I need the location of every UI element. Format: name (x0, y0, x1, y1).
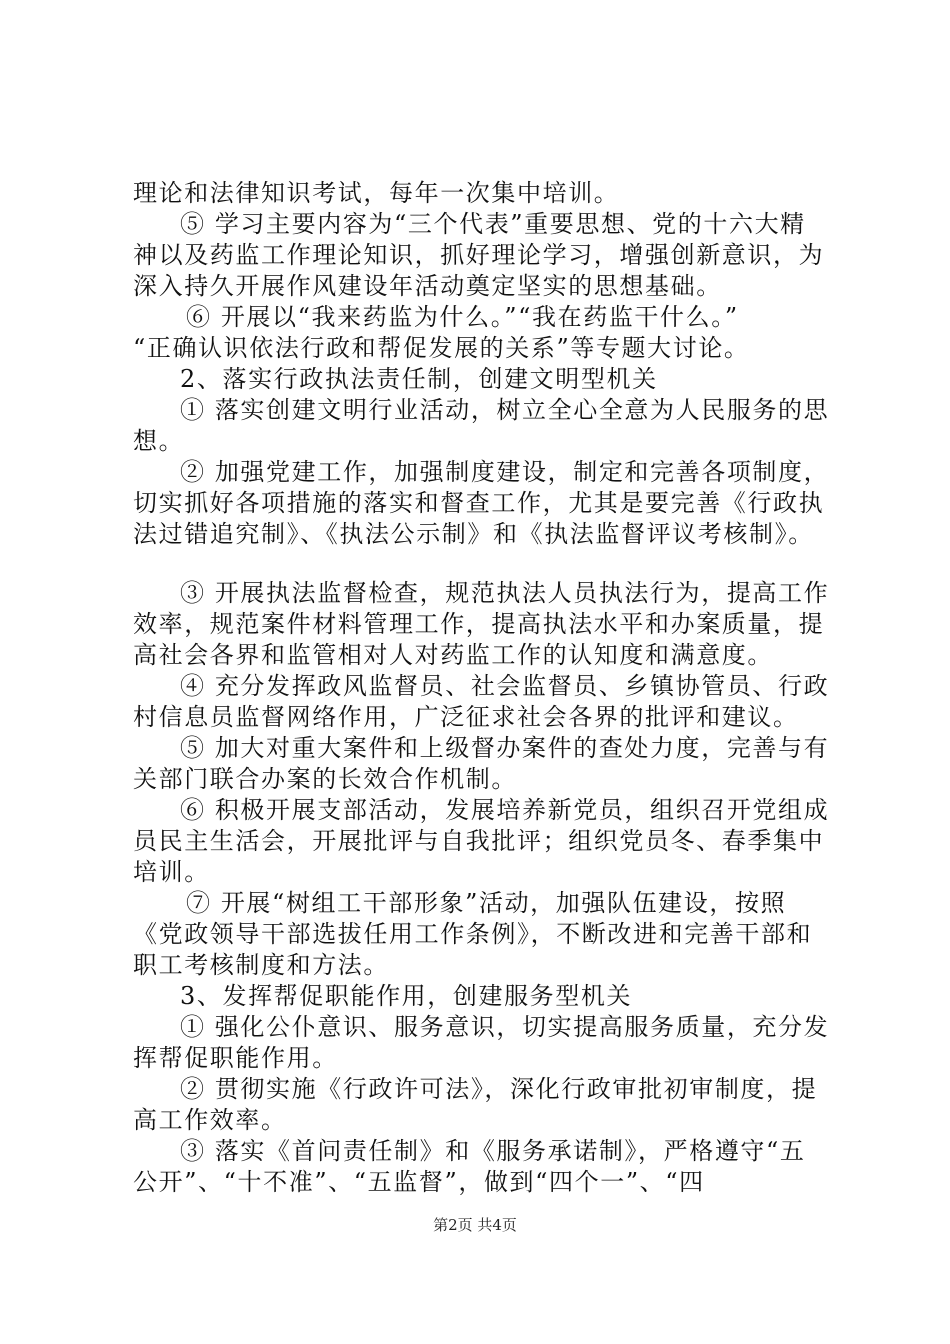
text-line: 培训。 (133, 858, 210, 886)
section-heading: 3、发挥帮促职能作用，创建服务型机关 (180, 982, 633, 1010)
text-line: 挥帮促职能作用。 (133, 1044, 338, 1072)
text-line: 理论和法律知识考试，每年一次集中培训。 (133, 179, 620, 207)
text-line: ④ 充分发挥政风监督员、社会监督员、乡镇协管员、行政 (180, 672, 830, 700)
text-line: 公开”、“十不准”、“五监督”，做到“四个一”、“四 (133, 1168, 705, 1196)
text-line: 高工作效率。 (133, 1106, 287, 1134)
text-line: ⑥ 开展以“我来药监为什么。”“我在药监干什么。” (186, 303, 739, 331)
text-line: ③ 落实《首问责任制》和《服务承诺制》，严格遵守“五 (180, 1137, 806, 1165)
text-line: 高社会各界和监管相对人对药监工作的认知度和满意度。 (133, 641, 773, 669)
text-line: ② 贯彻实施《行政许可法》，深化行政审批初审制度，提 (180, 1075, 818, 1103)
text-line: ① 强化公仆意识、服务意识，切实提高服务质量，充分发 (180, 1013, 830, 1041)
text-line: ⑤ 加大对重大案件和上级督办案件的查处力度，完善与有 (180, 734, 830, 762)
text-line: 《党政领导干部选拔任用工作条例》，不断改进和完善干部和 (133, 920, 813, 948)
text-line: “正确认识依法行政和帮促发展的关系”等专题大讨论。 (133, 334, 750, 362)
text-line: ⑦ 开展“树组工干部形象”活动，加强队伍建设，按照 (186, 889, 787, 917)
text-line: ⑤ 学习主要内容为“三个代表”重要思想、党的十六大精 (180, 210, 806, 238)
text-line: 想。 (133, 427, 185, 455)
text-line: 员民主生活会，开展批评与自我批评；组织党员冬、春季集中 (133, 827, 825, 855)
text-line: ② 加强党建工作，加强制度建设，制定和完善各项制度， (180, 458, 830, 486)
text-line: 职工考核制度和方法。 (133, 951, 389, 979)
text-line: 效率，规范案件材料管理工作，提高执法水平和办案质量，提 (133, 610, 825, 638)
text-line: 切实抓好各项措施的落实和督查工作，尤其是要完善《行政执 (133, 489, 825, 517)
text-line: ⑥ 积极开展支部活动，发展培养新党员，组织召开党组成 (180, 796, 830, 824)
text-line: 深入持久开展作风建设年活动奠定坚实的思想基础。 (133, 272, 722, 300)
text-line: 村信息员监督网络作用，广泛征求社会各界的批评和建议。 (133, 703, 799, 731)
page-footer: 第2页 共4页 (433, 1216, 517, 1234)
text-line: ① 落实创建文明行业活动，树立全心全意为人民服务的思 (180, 396, 830, 424)
text-line: 法过错追究制》、《执法公示制》和《执法监督评议考核制》。 (133, 520, 814, 548)
text-line: 神以及药监工作理论知识，抓好理论学习，增强创新意识，为 (133, 241, 825, 269)
section-heading: 2、落实行政执法责任制，创建文明型机关 (180, 365, 658, 393)
text-line: ③ 开展执法监督检查，规范执法人员执法行为，提高工作 (180, 579, 830, 607)
text-line: 关部门联合办案的长效合作机制。 (133, 765, 517, 793)
